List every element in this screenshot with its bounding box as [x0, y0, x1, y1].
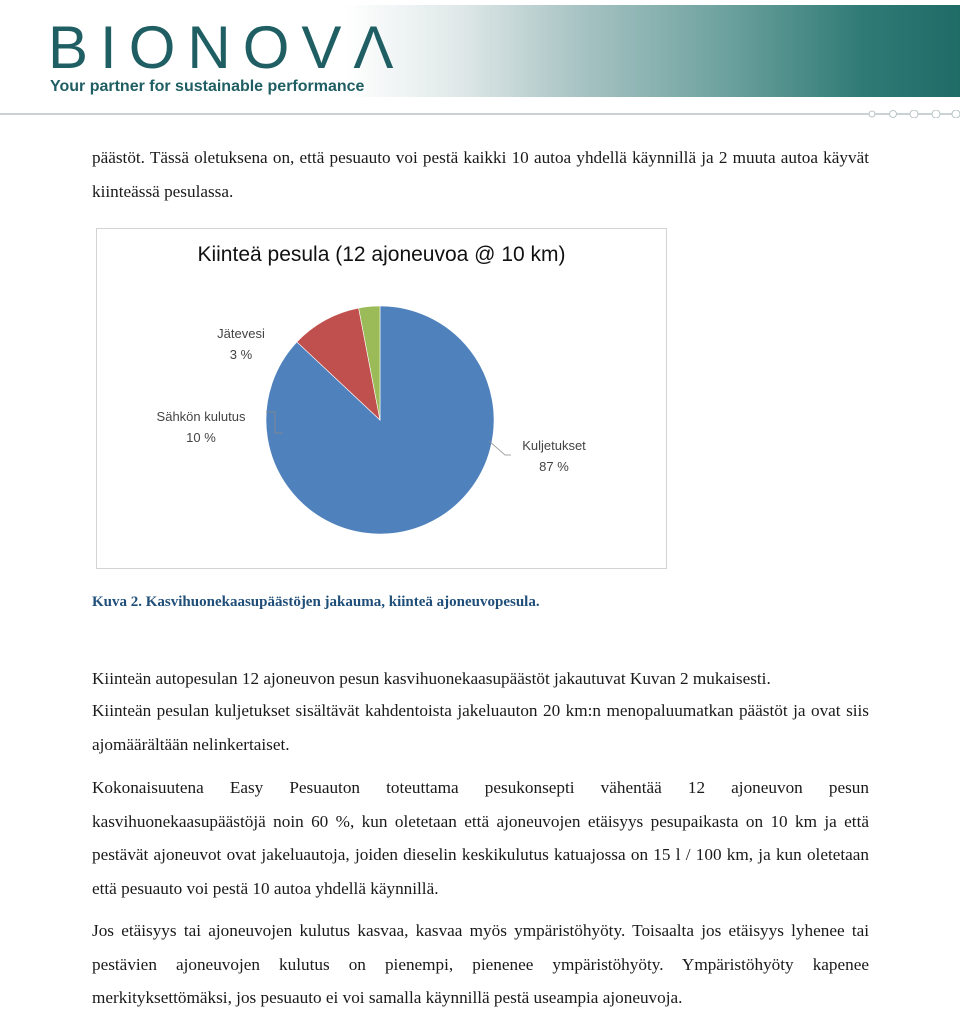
pie-label-sahkon-kulutus-value: 10 % [186, 430, 216, 445]
header-dotted-rule [0, 110, 960, 118]
bionova-logo: BIONOVΛ [48, 14, 406, 81]
logo-tagline: Your partner for sustainable performance [50, 78, 365, 95]
pie-label-kuljetukset-value: 87 % [539, 459, 569, 474]
pie-chart-frame [96, 228, 667, 569]
pie-chart [97, 229, 666, 568]
pie-label-jatevesi-value: 3 % [229, 347, 253, 362]
pie-label-kuljetukset-name: Kuljetukset [522, 438, 586, 453]
pie-label-jatevesi-name: Jätevesi [217, 326, 265, 341]
paragraph-distribution: Kiinteän autopesulan 12 ajoneuvon pesun kasvihuonekaasupäästöt jakautuvat Kuvan 2 mukaisesti. [92, 669, 771, 688]
pie-leader-line [489, 441, 511, 455]
figure-caption: Kuva 2. Kasvihuonekaasupäästöjen jakauma, kiinteä ajoneuvopesula. [92, 594, 540, 610]
paragraph-transport: Kiinteän pesulan kuljetukset sisältävät kahdentoista jakeluauton 20 km:n menopaluumatkan päästöt ja ovat siis ajomäärältään nelinkertaiset. [92, 701, 869, 754]
pie-label-jatevesi [211, 323, 271, 365]
chart-title: Kiinteä pesula (12 ajoneuvoa @ 10 km) [197, 243, 566, 266]
pie-label-sahkon-kulutus [145, 406, 257, 448]
paragraph-summary: Kokonaisuutena Easy Pesuauton toteuttama pesukonsepti vähentää 12 ajoneuvon pesun kasvihuonekaasupäästöjä noin 60 %, kun oletetaan että ajoneuvojen etäisyys pesupaikasta on 10 km ja että pestävät ajoneuvot ovat jakeluautoja, joiden dieselin keskikulutus katuajossa on 15 l / 100 km, ja kun oletetaan että pesuauto voi pestä 10 autoa yhdellä käynnillä. [92, 778, 869, 898]
page-header [0, 0, 960, 120]
paragraph-conclusion: Jos etäisyys tai ajoneuvojen kulutus kasvaa, kasvaa myös ympäristöhyöty. Toisaalta jos etäisyys lyhenee tai pestävien ajoneuvojen kulutus on pienempi, pienenee ympäristöhyöty. Ympäristöhyöty kapenee merkityksettömäksi, jos pesuauto ei voi samalla käynnillä pestä useampia ajoneuvoja. [92, 921, 869, 1007]
paragraph-intro: päästöt. Tässä oletuksena on, että pesuauto voi pestä kaikki 10 autoa yhdellä käynnillä ja 2 muuta autoa käyvät kiinteässä pesulassa. [92, 148, 869, 201]
pie-label-sahkon-kulutus-name: Sähkön kulutus [156, 409, 246, 424]
pie-label-kuljetukset [509, 435, 599, 477]
